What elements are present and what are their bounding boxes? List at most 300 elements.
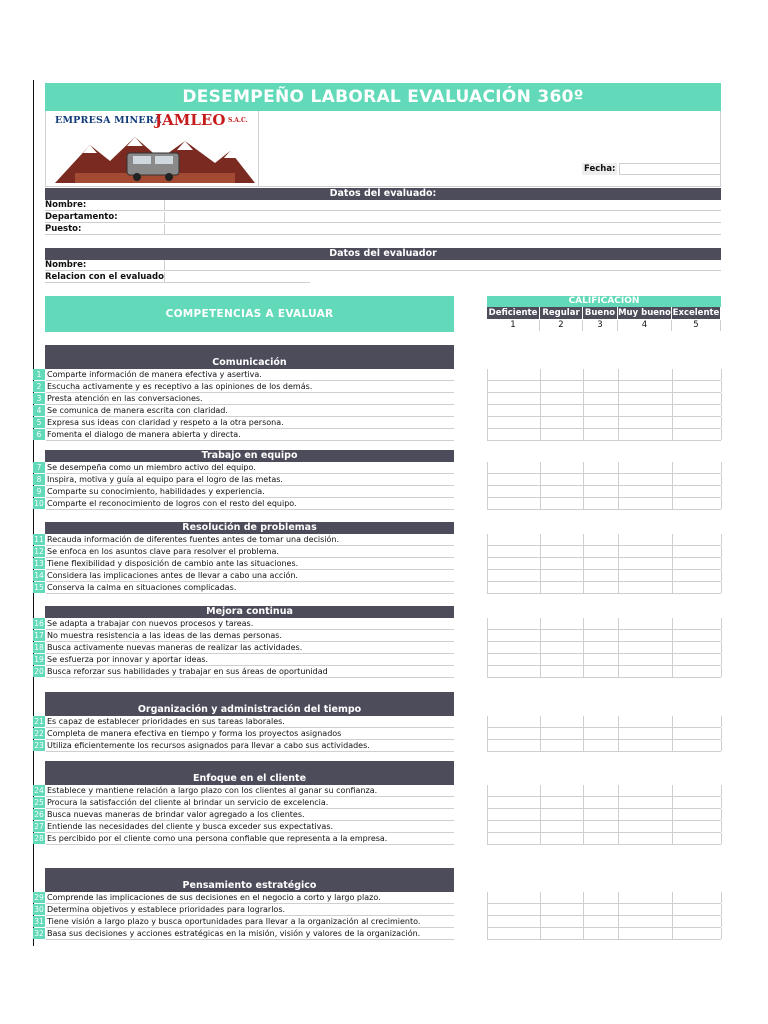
rating-cell-4[interactable] bbox=[619, 417, 673, 428]
rating-cell-3[interactable] bbox=[584, 716, 619, 727]
rating-cell-2[interactable] bbox=[541, 462, 584, 473]
item-text: Completa de manera efectiva en tiempo y forma los proyectos asignados bbox=[46, 728, 454, 740]
item-text: Escucha activamente y es receptivo a las opiniones de los demás. bbox=[46, 381, 454, 393]
rating-cell-3[interactable] bbox=[584, 486, 619, 497]
item-number: 24 bbox=[34, 786, 44, 795]
rating-cell-5[interactable] bbox=[673, 630, 722, 641]
competency-item bbox=[33, 892, 454, 904]
rating-cell-2[interactable] bbox=[541, 405, 584, 416]
rating-cell-2[interactable] bbox=[541, 429, 584, 440]
logo-brand: JAMLEO bbox=[155, 111, 226, 129]
rating-row bbox=[487, 546, 721, 558]
evaluado-departamento-label: Departamento: bbox=[45, 212, 118, 222]
rating-cell-3[interactable] bbox=[584, 892, 619, 903]
competency-item bbox=[33, 369, 454, 381]
rating-cell-3[interactable] bbox=[584, 728, 619, 739]
item-text: Recauda información de diferentes fuentes antes de tomar una decisión. bbox=[46, 534, 454, 546]
rating-scale-labels bbox=[487, 307, 721, 319]
rating-cell-3[interactable] bbox=[584, 833, 619, 844]
rating-cell-1[interactable] bbox=[488, 642, 541, 653]
rating-cell-4[interactable] bbox=[619, 558, 673, 569]
item-number: 18 bbox=[34, 643, 44, 652]
rating-cell-5[interactable] bbox=[673, 809, 722, 820]
logo-suffix: S.A.C. bbox=[228, 117, 248, 124]
mountain-truck-icon bbox=[55, 131, 255, 183]
evaluador-nombre-row bbox=[45, 260, 721, 271]
rating-cell-2[interactable] bbox=[541, 916, 584, 927]
rating-cell-1[interactable] bbox=[488, 892, 541, 903]
rating-cell-2[interactable] bbox=[541, 618, 584, 629]
item-number: 1 bbox=[33, 369, 45, 380]
rating-cell-5[interactable] bbox=[673, 534, 722, 545]
rating-cell-1[interactable] bbox=[488, 498, 541, 509]
rating-cell-4[interactable] bbox=[619, 666, 673, 677]
item-text: Fomenta el dialogo de manera abierta y directa. bbox=[46, 429, 454, 441]
rating-row bbox=[487, 666, 721, 678]
evaluado-nombre-field[interactable] bbox=[164, 200, 721, 210]
evaluador-relacion-field[interactable] bbox=[164, 272, 310, 282]
rating-cell-5[interactable] bbox=[673, 486, 722, 497]
rating-cell-4[interactable] bbox=[619, 654, 673, 665]
rating-cell-1[interactable] bbox=[488, 928, 541, 939]
evaluado-departamento-field[interactable] bbox=[164, 212, 721, 222]
rating-cell-1[interactable] bbox=[488, 534, 541, 545]
rating-row bbox=[487, 654, 721, 666]
rating-row bbox=[487, 728, 721, 740]
item-number: 4 bbox=[33, 405, 45, 416]
rating-cell-3[interactable] bbox=[584, 821, 619, 832]
item-text: Comparte información de manera efectiva y asertiva. bbox=[46, 369, 454, 381]
rating-row bbox=[487, 630, 721, 642]
item-number: 20 bbox=[34, 667, 44, 676]
rating-row bbox=[487, 486, 721, 498]
rating-cell-1[interactable] bbox=[488, 546, 541, 557]
evaluador-nombre-label: Nombre: bbox=[45, 260, 87, 270]
evaluado-puesto-row bbox=[45, 224, 721, 235]
rating-row bbox=[487, 534, 721, 546]
section-title bbox=[45, 450, 454, 462]
rating-cell-1[interactable] bbox=[488, 785, 541, 796]
item-text: Establece y mantiene relación a largo plazo con los clientes al ganar su confianza. bbox=[46, 785, 454, 797]
rating-cell-4[interactable] bbox=[619, 474, 673, 485]
rating-cell-4[interactable] bbox=[619, 462, 673, 473]
rating-cell-1[interactable] bbox=[488, 728, 541, 739]
item-number: 2 bbox=[33, 381, 45, 392]
competency-item bbox=[33, 916, 454, 928]
rating-cell-2[interactable] bbox=[541, 582, 584, 593]
rating-row bbox=[487, 618, 721, 630]
item-text: Utiliza eficientemente los recursos asignados para llevar a cabo sus actividades. bbox=[46, 740, 454, 752]
rating-row bbox=[487, 833, 721, 845]
item-text: Determina objetivos y establece prioridades para lograrlos. bbox=[46, 904, 454, 916]
rating-number-3: 3 bbox=[583, 320, 618, 331]
rating-cell-5[interactable] bbox=[673, 785, 722, 796]
rating-cell-5[interactable] bbox=[673, 462, 722, 473]
competency-item bbox=[33, 534, 454, 546]
item-text: Es capaz de establecer prioridades en sus tareas laborales. bbox=[46, 716, 454, 728]
rating-cell-3[interactable] bbox=[584, 582, 619, 593]
rating-row bbox=[487, 642, 721, 654]
rating-cell-3[interactable] bbox=[584, 558, 619, 569]
competency-item bbox=[33, 546, 454, 558]
rating-cell-5[interactable] bbox=[673, 474, 722, 485]
rating-cell-4[interactable] bbox=[619, 797, 673, 808]
rating-cell-4[interactable] bbox=[619, 486, 673, 497]
rating-level-3: Bueno bbox=[583, 307, 618, 319]
item-number: 32 bbox=[34, 929, 44, 938]
rating-cell-3[interactable] bbox=[584, 474, 619, 485]
item-number: 8 bbox=[33, 474, 45, 485]
competency-item bbox=[33, 462, 454, 474]
rating-cell-1[interactable] bbox=[488, 654, 541, 665]
rating-cell-5[interactable] bbox=[673, 666, 722, 677]
rating-cell-4[interactable] bbox=[619, 809, 673, 820]
item-number: 22 bbox=[34, 729, 44, 738]
rating-cell-1[interactable] bbox=[488, 716, 541, 727]
rating-cell-5[interactable] bbox=[673, 833, 722, 844]
rating-cell-4[interactable] bbox=[619, 570, 673, 581]
rating-cell-5[interactable] bbox=[673, 405, 722, 416]
section-title-text: Organización y administración del tiempo bbox=[137, 704, 362, 715]
rating-cell-4[interactable] bbox=[619, 405, 673, 416]
item-text: Tiene visión a largo plazo y busca oportunidades para llevar a la organización al crecimiento. bbox=[46, 916, 454, 928]
rating-cell-2[interactable] bbox=[541, 369, 584, 380]
rating-cell-4[interactable] bbox=[619, 618, 673, 629]
rating-cell-2[interactable] bbox=[541, 381, 584, 392]
rating-cell-2[interactable] bbox=[541, 728, 584, 739]
rating-cell-1[interactable] bbox=[488, 904, 541, 915]
item-number: 3 bbox=[33, 393, 45, 404]
evaluador-nombre-field[interactable] bbox=[164, 260, 721, 270]
item-number: 5 bbox=[33, 417, 45, 428]
rating-cell-1[interactable] bbox=[488, 833, 541, 844]
rating-cell-1[interactable] bbox=[488, 462, 541, 473]
rating-level-2: Regular bbox=[540, 307, 583, 319]
rating-cell-4[interactable] bbox=[619, 728, 673, 739]
rating-cell-1[interactable] bbox=[488, 916, 541, 927]
rating-cell-1[interactable] bbox=[488, 809, 541, 820]
evaluador-header: Datos del evaluador bbox=[45, 248, 721, 260]
rating-cell-4[interactable] bbox=[619, 534, 673, 545]
competency-item bbox=[33, 618, 454, 630]
rating-cell-5[interactable] bbox=[673, 916, 722, 927]
competency-item bbox=[33, 785, 454, 797]
item-text: Presta atención en las conversaciones. bbox=[46, 393, 454, 405]
rating-cell-5[interactable] bbox=[673, 716, 722, 727]
rating-row bbox=[487, 369, 721, 381]
item-number: 31 bbox=[34, 917, 44, 926]
rating-cell-1[interactable] bbox=[488, 821, 541, 832]
rating-cell-3[interactable] bbox=[584, 904, 619, 915]
rating-cell-3[interactable] bbox=[584, 642, 619, 653]
item-text: No muestra resistencia a las ideas de las demas personas. bbox=[46, 630, 454, 642]
rating-cell-5[interactable] bbox=[673, 821, 722, 832]
rating-number-2: 2 bbox=[540, 320, 583, 331]
rating-cell-1[interactable] bbox=[488, 618, 541, 629]
rating-cell-3[interactable] bbox=[584, 928, 619, 939]
rating-cell-1[interactable] bbox=[488, 486, 541, 497]
fecha-label: Fecha: bbox=[584, 164, 616, 174]
item-text: Se comunica de manera escrita con claridad. bbox=[46, 405, 454, 417]
item-number: 11 bbox=[34, 535, 44, 544]
rating-number-4: 4 bbox=[618, 320, 672, 331]
rating-cell-3[interactable] bbox=[584, 654, 619, 665]
rating-cell-5[interactable] bbox=[673, 642, 722, 653]
rating-cell-5[interactable] bbox=[673, 369, 722, 380]
item-number: 16 bbox=[34, 619, 44, 628]
competency-item bbox=[33, 558, 454, 570]
rating-cell-3[interactable] bbox=[584, 916, 619, 927]
rating-cell-2[interactable] bbox=[541, 716, 584, 727]
rating-cell-5[interactable] bbox=[673, 546, 722, 557]
rating-cell-5[interactable] bbox=[673, 904, 722, 915]
rating-cell-4[interactable] bbox=[619, 785, 673, 796]
rating-cell-2[interactable] bbox=[541, 393, 584, 404]
rating-cell-2[interactable] bbox=[541, 785, 584, 796]
section-title-text: Mejora continua bbox=[206, 606, 293, 617]
rating-cell-5[interactable] bbox=[673, 928, 722, 939]
rating-cell-5[interactable] bbox=[673, 393, 722, 404]
rating-cell-5[interactable] bbox=[673, 582, 722, 593]
rating-cell-2[interactable] bbox=[541, 558, 584, 569]
item-text: Procura la satisfacción del cliente al brindar un servicio de excelencia. bbox=[46, 797, 454, 809]
rating-cell-4[interactable] bbox=[619, 716, 673, 727]
rating-cell-2[interactable] bbox=[541, 797, 584, 808]
rating-row bbox=[487, 928, 721, 940]
rating-row bbox=[487, 381, 721, 393]
rating-cell-3[interactable] bbox=[584, 630, 619, 641]
rating-cell-3[interactable] bbox=[584, 546, 619, 557]
rating-cell-5[interactable] bbox=[673, 654, 722, 665]
item-number: 21 bbox=[34, 717, 44, 726]
rating-cell-2[interactable] bbox=[541, 740, 584, 751]
item-text: Se desempeña como un miembro activo del equipo. bbox=[46, 462, 454, 474]
rating-cell-3[interactable] bbox=[584, 797, 619, 808]
rating-cell-4[interactable] bbox=[619, 546, 673, 557]
rating-cell-3[interactable] bbox=[584, 618, 619, 629]
competency-item bbox=[33, 474, 454, 486]
rating-cell-4[interactable] bbox=[619, 642, 673, 653]
competency-item bbox=[33, 809, 454, 821]
rating-cell-3[interactable] bbox=[584, 570, 619, 581]
item-number: 27 bbox=[34, 822, 44, 831]
evaluado-nombre-label: Nombre: bbox=[45, 200, 87, 210]
rating-cell-1[interactable] bbox=[488, 582, 541, 593]
rating-cell-4[interactable] bbox=[619, 821, 673, 832]
rating-row bbox=[487, 740, 721, 752]
rating-row bbox=[487, 821, 721, 833]
rating-cell-5[interactable] bbox=[673, 498, 722, 509]
rating-cell-2[interactable] bbox=[541, 474, 584, 485]
competency-item bbox=[33, 570, 454, 582]
competency-item bbox=[33, 486, 454, 498]
rating-cell-2[interactable] bbox=[541, 821, 584, 832]
rating-cell-2[interactable] bbox=[541, 534, 584, 545]
rating-cell-5[interactable] bbox=[673, 618, 722, 629]
item-number: 17 bbox=[34, 631, 44, 640]
rating-row bbox=[487, 904, 721, 916]
rating-cell-4[interactable] bbox=[619, 393, 673, 404]
competency-item bbox=[33, 740, 454, 752]
rating-cell-4[interactable] bbox=[619, 892, 673, 903]
rating-cell-1[interactable] bbox=[488, 797, 541, 808]
rating-cell-5[interactable] bbox=[673, 728, 722, 739]
evaluado-puesto-label: Puesto: bbox=[45, 224, 82, 234]
rating-cell-4[interactable] bbox=[619, 429, 673, 440]
item-number: 19 bbox=[34, 655, 44, 664]
company-logo bbox=[45, 111, 259, 187]
rating-cell-1[interactable] bbox=[488, 630, 541, 641]
rating-cell-5[interactable] bbox=[673, 381, 722, 392]
rating-row bbox=[487, 570, 721, 582]
rating-cell-1[interactable] bbox=[488, 393, 541, 404]
rating-cell-2[interactable] bbox=[541, 642, 584, 653]
section-title bbox=[45, 606, 454, 618]
competency-item bbox=[33, 666, 454, 678]
rating-row bbox=[487, 417, 721, 429]
rating-cell-3[interactable] bbox=[584, 369, 619, 380]
rating-row bbox=[487, 809, 721, 821]
rating-cell-4[interactable] bbox=[619, 369, 673, 380]
rating-cell-4[interactable] bbox=[619, 904, 673, 915]
fecha-input[interactable] bbox=[619, 163, 721, 175]
rating-cell-3[interactable] bbox=[584, 740, 619, 751]
rating-cell-1[interactable] bbox=[488, 369, 541, 380]
rating-cell-2[interactable] bbox=[541, 666, 584, 677]
rating-cell-1[interactable] bbox=[488, 417, 541, 428]
rating-cell-3[interactable] bbox=[584, 417, 619, 428]
item-text: Se enfoca en los asuntos clave para resolver el problema. bbox=[46, 546, 454, 558]
section-title-text: Trabajo en equipo bbox=[201, 450, 298, 461]
rating-cell-4[interactable] bbox=[619, 381, 673, 392]
competency-item bbox=[33, 928, 454, 940]
rating-cell-2[interactable] bbox=[541, 928, 584, 939]
rating-cell-4[interactable] bbox=[619, 582, 673, 593]
competency-item bbox=[33, 498, 454, 510]
rating-cell-1[interactable] bbox=[488, 474, 541, 485]
item-number: 13 bbox=[34, 559, 44, 568]
evaluado-departamento-row bbox=[45, 212, 721, 223]
rating-cell-4[interactable] bbox=[619, 833, 673, 844]
rating-cell-2[interactable] bbox=[541, 498, 584, 509]
rating-cell-4[interactable] bbox=[619, 630, 673, 641]
rating-cell-5[interactable] bbox=[673, 429, 722, 440]
rating-level-4: Muy bueno bbox=[618, 308, 671, 318]
rating-cell-2[interactable] bbox=[541, 570, 584, 581]
item-number: 7 bbox=[33, 462, 45, 473]
item-number: 30 bbox=[34, 905, 44, 914]
rating-cell-3[interactable] bbox=[584, 405, 619, 416]
rating-cell-3[interactable] bbox=[584, 534, 619, 545]
rating-cell-3[interactable] bbox=[584, 809, 619, 820]
rating-number-1: 1 bbox=[487, 320, 540, 331]
rating-cell-3[interactable] bbox=[584, 381, 619, 392]
competency-item bbox=[33, 630, 454, 642]
item-text: Es percibido por el cliente como una persona confiable que representa a la empresa. bbox=[46, 833, 454, 845]
section-title-text: Comunicación bbox=[212, 357, 287, 368]
competency-item bbox=[33, 728, 454, 740]
rating-level-1: Deficiente bbox=[487, 307, 540, 319]
rating-cell-5[interactable] bbox=[673, 892, 722, 903]
rating-cell-1[interactable] bbox=[488, 381, 541, 392]
evaluado-header: Datos del evaluado: bbox=[45, 188, 721, 200]
rating-cell-2[interactable] bbox=[541, 417, 584, 428]
rating-cell-1[interactable] bbox=[488, 405, 541, 416]
rating-cell-1[interactable] bbox=[488, 570, 541, 581]
section-title-text: Resolución de problemas bbox=[182, 522, 317, 533]
item-text: Busca reforzar sus habilidades y trabajar en sus áreas de oportunidad bbox=[46, 666, 454, 678]
rating-row bbox=[487, 916, 721, 928]
rating-cell-2[interactable] bbox=[541, 654, 584, 665]
rating-cell-3[interactable] bbox=[584, 498, 619, 509]
rating-cell-4[interactable] bbox=[619, 928, 673, 939]
rating-cell-3[interactable] bbox=[584, 393, 619, 404]
competency-item bbox=[33, 381, 454, 393]
logo-company-type: EMPRESA MINERA bbox=[55, 115, 162, 126]
rating-cell-2[interactable] bbox=[541, 486, 584, 497]
rating-cell-2[interactable] bbox=[541, 630, 584, 641]
rating-cell-5[interactable] bbox=[673, 797, 722, 808]
rating-cell-2[interactable] bbox=[541, 904, 584, 915]
section-title bbox=[45, 692, 454, 716]
item-text: Busca nuevas maneras de brindar valor agregado a los clientes. bbox=[46, 809, 454, 821]
item-number: 12 bbox=[34, 547, 44, 556]
rating-row bbox=[487, 716, 721, 728]
rating-cell-1[interactable] bbox=[488, 558, 541, 569]
rating-cell-5[interactable] bbox=[673, 558, 722, 569]
form-title: DESEMPEÑO LABORAL EVALUACIÓN 360º bbox=[45, 83, 721, 111]
rating-cell-4[interactable] bbox=[619, 740, 673, 751]
rating-cell-3[interactable] bbox=[584, 666, 619, 677]
rating-cell-2[interactable] bbox=[541, 546, 584, 557]
rating-cell-2[interactable] bbox=[541, 833, 584, 844]
rating-cell-3[interactable] bbox=[584, 462, 619, 473]
rating-level-5: Excelente bbox=[672, 308, 720, 318]
rating-cell-4[interactable] bbox=[619, 916, 673, 927]
item-number: 6 bbox=[33, 429, 45, 440]
item-text: Comparte su conocimiento, habilidades y experiencia. bbox=[46, 486, 454, 498]
rating-row bbox=[487, 785, 721, 797]
evaluado-puesto-field[interactable] bbox=[164, 224, 721, 234]
rating-row bbox=[487, 393, 721, 405]
rating-cell-2[interactable] bbox=[541, 809, 584, 820]
rating-cell-3[interactable] bbox=[584, 785, 619, 796]
rating-cell-1[interactable] bbox=[488, 740, 541, 751]
item-number: 26 bbox=[34, 810, 44, 819]
item-text: Comparte el reconocimiento de logros con el resto del equipo. bbox=[46, 498, 454, 510]
competency-item bbox=[33, 405, 454, 417]
rating-cell-4[interactable] bbox=[619, 498, 673, 509]
competency-item bbox=[33, 642, 454, 654]
item-number: 10 bbox=[34, 499, 44, 508]
rating-cell-1[interactable] bbox=[488, 666, 541, 677]
rating-cell-5[interactable] bbox=[673, 740, 722, 751]
competency-item bbox=[33, 429, 454, 441]
rating-cell-5[interactable] bbox=[673, 570, 722, 581]
item-text: Se adapta a trabajar con nuevos procesos y tareas. bbox=[46, 618, 454, 630]
rating-cell-2[interactable] bbox=[541, 892, 584, 903]
rating-row bbox=[487, 892, 721, 904]
rating-cell-5[interactable] bbox=[673, 417, 722, 428]
rating-cell-1[interactable] bbox=[488, 429, 541, 440]
rating-row bbox=[487, 582, 721, 594]
section-title-text: Pensamiento estratégico bbox=[182, 880, 317, 891]
item-text: Conserva la calma en situaciones complicadas. bbox=[46, 582, 454, 594]
item-number: 9 bbox=[33, 486, 45, 497]
evaluado-nombre-row bbox=[45, 200, 721, 211]
rating-cell-3[interactable] bbox=[584, 429, 619, 440]
item-text: Inspira, motiva y guía al equipo para el logro de las metas. bbox=[46, 474, 454, 486]
